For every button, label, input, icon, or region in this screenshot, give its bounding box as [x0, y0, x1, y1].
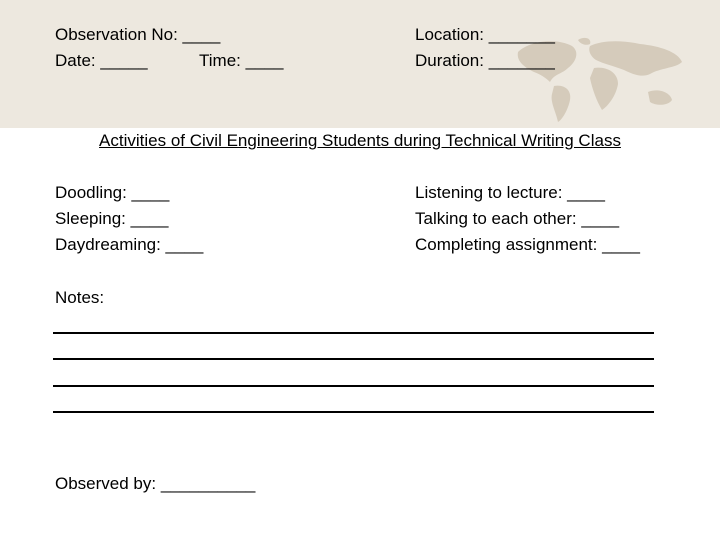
form-title: Activities of Civil Engineering Students during Technical Writing Class — [99, 131, 621, 150]
location-field: Location: _______ — [415, 25, 555, 44]
notes-label: Notes: — [55, 288, 105, 307]
notes-line — [53, 332, 654, 334]
observed-by-field: Observed by: __________ — [55, 474, 256, 493]
activity-listening: Listening to lecture: ____ — [415, 183, 605, 202]
activity-sleeping: Sleeping: ____ — [55, 209, 169, 228]
activity-daydreaming: Daydreaming: ____ — [55, 235, 204, 254]
duration-field: Duration: _______ — [415, 51, 555, 70]
observation-no-field: Observation No: ____ — [55, 25, 221, 44]
world-map-icon — [510, 34, 690, 124]
activity-doodling: Doodling: ____ — [55, 183, 170, 202]
notes-line — [53, 385, 654, 387]
time-field: Time: ____ — [199, 51, 284, 70]
notes-line — [53, 411, 654, 413]
date-field: Date: _____ — [55, 51, 148, 70]
activity-assignment: Completing assignment: ____ — [415, 235, 640, 254]
notes-line — [53, 358, 654, 360]
activity-talking: Talking to each other: ____ — [415, 209, 620, 228]
